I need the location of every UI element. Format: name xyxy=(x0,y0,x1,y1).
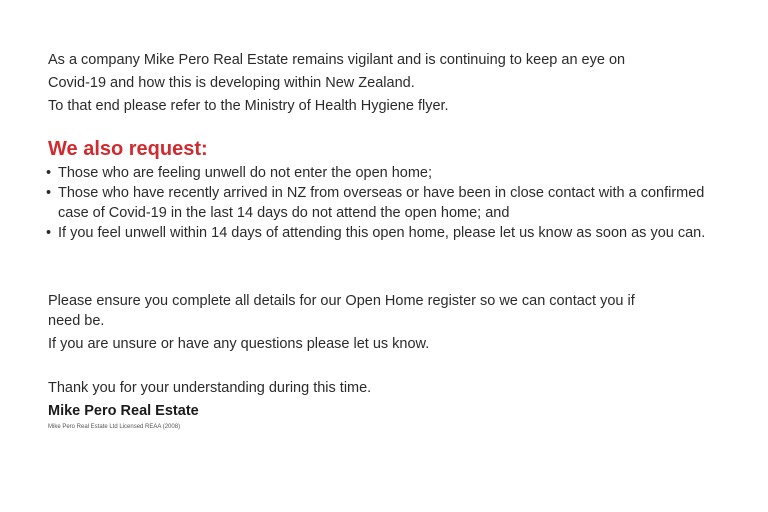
intro-line-3: To that end please refer to the Ministry of Health Hygiene flyer. xyxy=(48,98,449,114)
bullet-icon: • xyxy=(46,165,52,181)
bullet-icon: • xyxy=(46,225,52,241)
intro-line-2: Covid-19 and how this is developing within New Zealand. xyxy=(48,75,415,91)
request-item-text: Those who are feeling unwell do not enter the open home; xyxy=(58,165,433,181)
request-list xyxy=(46,163,726,243)
bullet-icon: • xyxy=(46,185,52,201)
request-item-text: Those who have recently arrived in NZ from overseas or have been in close contact with a confirmed case of Covid-19 in the last 14 days do not attend the open home; and xyxy=(58,185,705,221)
intro-line-1: As a company Mike Pero Real Estate remains vigilant and is continuing to keep an eye on xyxy=(48,52,626,68)
company-name: Mike Pero Real Estate xyxy=(48,403,199,419)
register-line-1: Please ensure you complete all details for our Open Home register so we can contact you if xyxy=(48,293,635,309)
request-heading: We also request: xyxy=(48,138,208,160)
request-item-text: If you feel unwell within 14 days of attending this open home, please let us know as soon as you can. xyxy=(58,225,706,241)
register-line-3: If you are unsure or have any questions please let us know. xyxy=(48,336,430,352)
register-line-2: need be. xyxy=(48,313,105,329)
license-text: Mike Pero Real Estate Ltd Licensed REAA (2008) xyxy=(48,424,181,430)
thanks-text: Thank you for your understanding during this time. xyxy=(48,380,372,396)
request-item xyxy=(46,223,726,243)
request-item xyxy=(46,163,726,183)
request-item xyxy=(46,183,726,223)
